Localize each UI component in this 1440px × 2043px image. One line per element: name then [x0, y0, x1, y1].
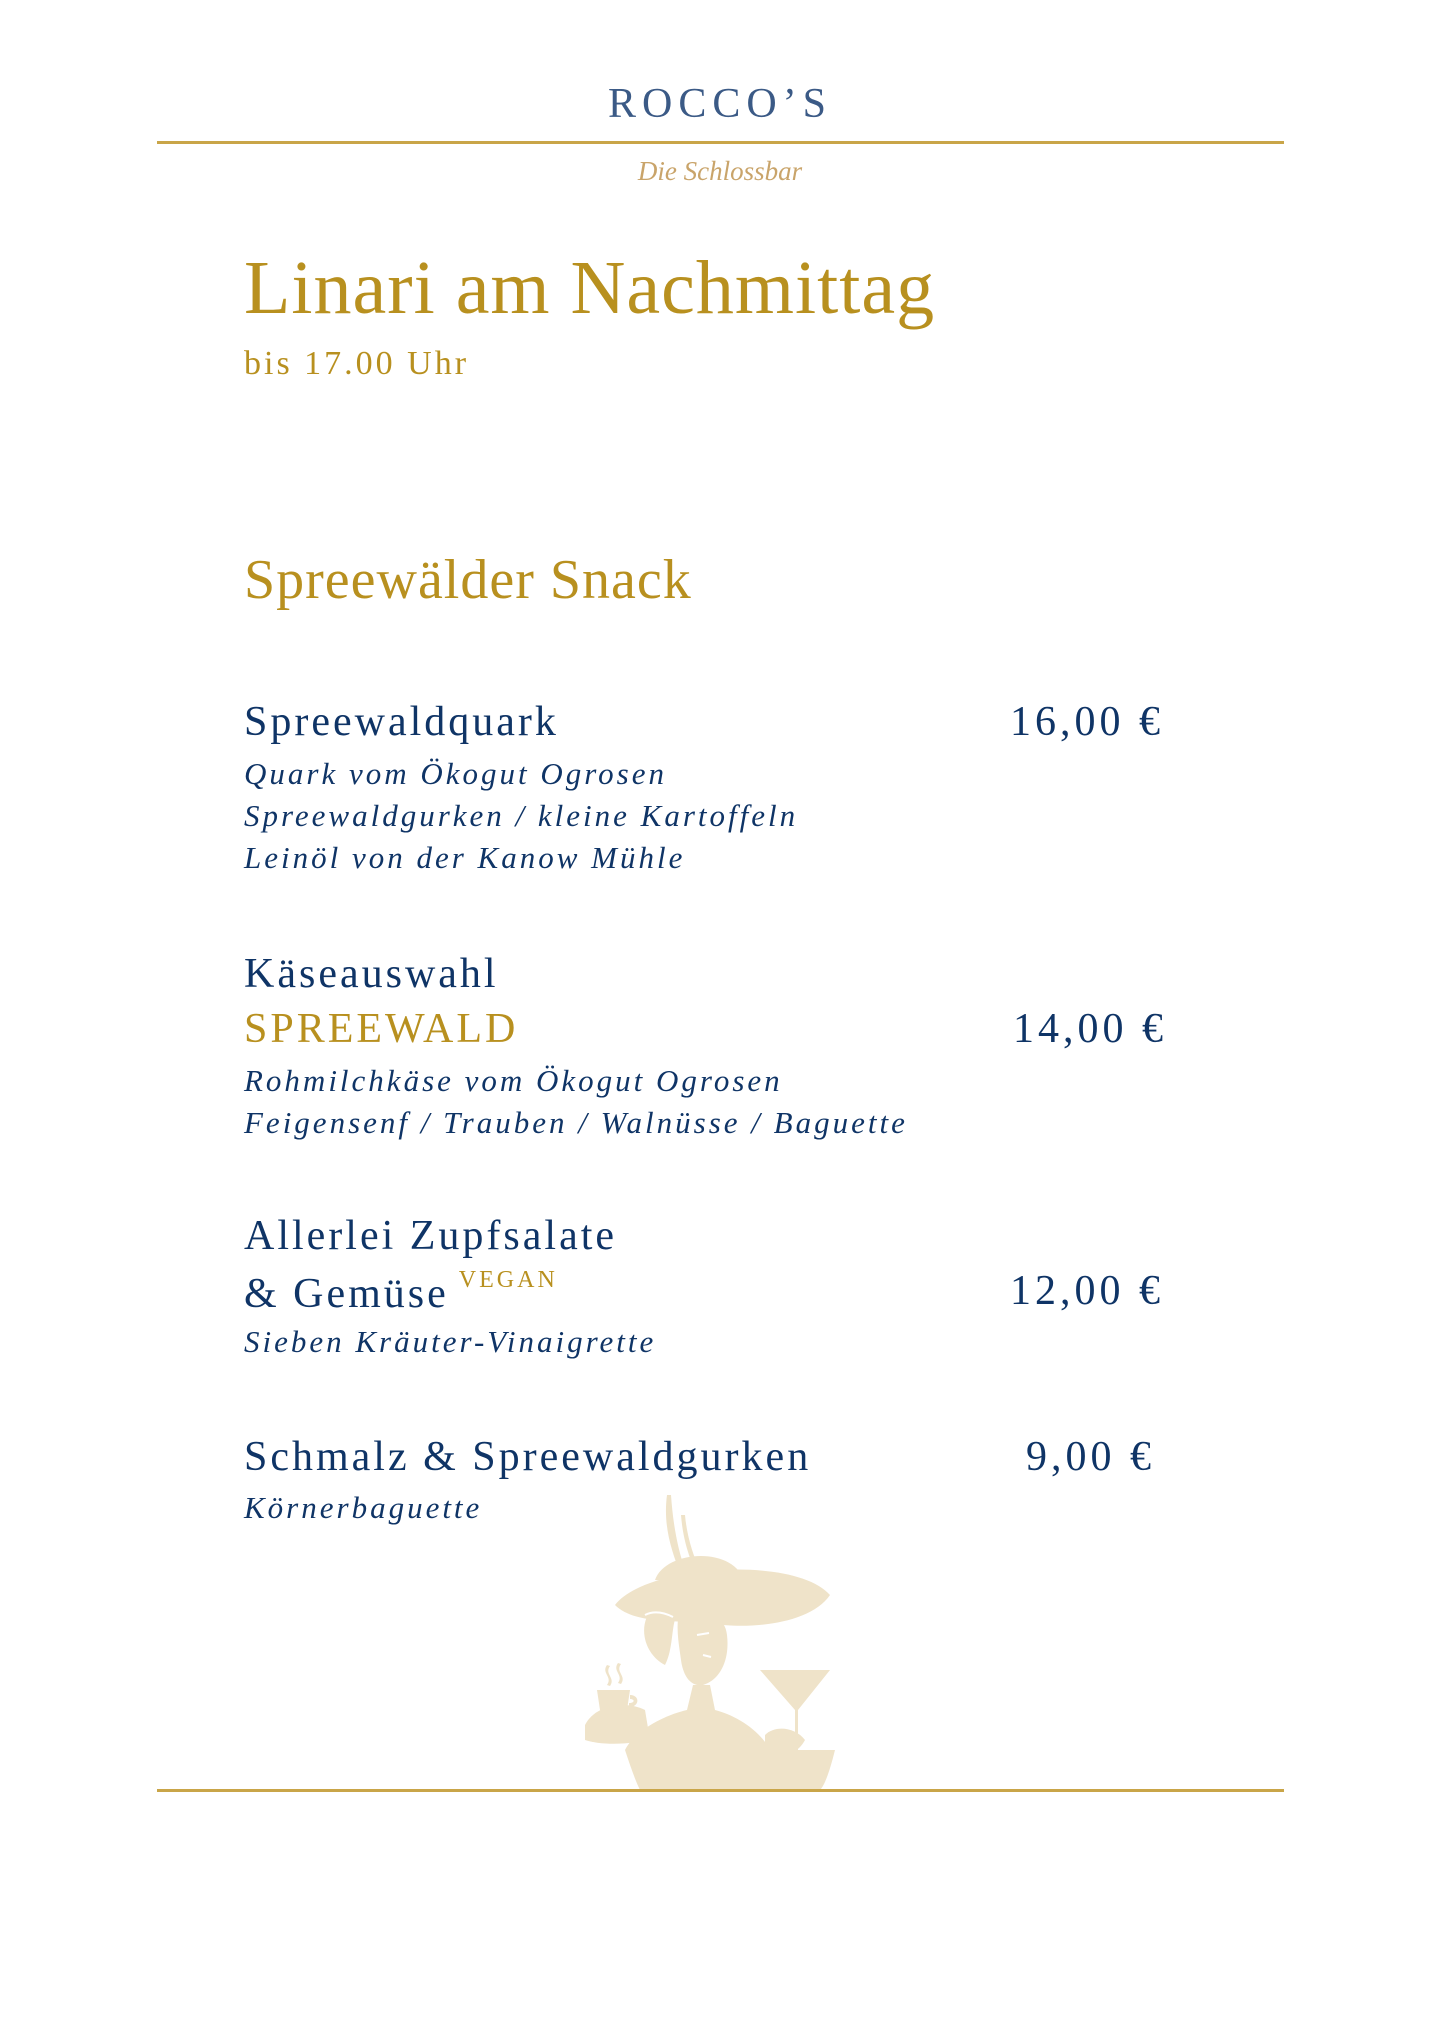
item-description-line: Quark vom Ökogut Ogrosen — [244, 756, 667, 791]
section-heading: Spreewälder Snack — [244, 549, 692, 611]
item-description-line: Körnerbaguette — [244, 1490, 483, 1525]
item-name-continued: & Gemüse — [244, 1271, 449, 1317]
item-name-region: SPREEWALD — [244, 1006, 519, 1052]
page-subtitle: bis 17.00 Uhr — [244, 345, 470, 382]
item-name: Käseauswahl — [244, 951, 499, 997]
item-description-line: Feigensenf / Trauben / Walnüsse / Baguette — [244, 1105, 908, 1140]
item-price: 14,00 € — [1013, 1006, 1167, 1052]
item-description-line: Rohmilchkäse vom Ökogut Ogrosen — [244, 1063, 783, 1098]
item-price: 9,00 € — [1026, 1434, 1155, 1480]
item-name-line2 — [244, 1267, 558, 1318]
top-divider — [157, 141, 1284, 144]
item-name: Schmalz & Spreewaldgurken — [244, 1434, 812, 1480]
page-title: Linari am Nachmittag — [244, 246, 936, 330]
vegan-badge: VEGAN — [458, 1267, 558, 1293]
lady-with-hat-and-cocktail-illustration — [585, 1495, 875, 1790]
brand-subtitle: Die Schlossbar — [637, 156, 803, 186]
item-name: Spreewaldquark — [244, 699, 559, 745]
bottom-divider — [157, 1789, 1284, 1792]
item-price: 16,00 € — [1010, 699, 1164, 745]
item-description-line: Leinöl von der Kanow Mühle — [244, 840, 686, 875]
item-price: 12,00 € — [1010, 1268, 1164, 1314]
item-description-line: Spreewaldgurken / kleine Kartoffeln — [244, 798, 799, 833]
item-description-line: Sieben Kräuter-Vinaigrette — [244, 1324, 657, 1359]
brand-name: ROCCO’S — [607, 81, 833, 127]
item-name: Allerlei Zupfsalate — [244, 1213, 618, 1259]
